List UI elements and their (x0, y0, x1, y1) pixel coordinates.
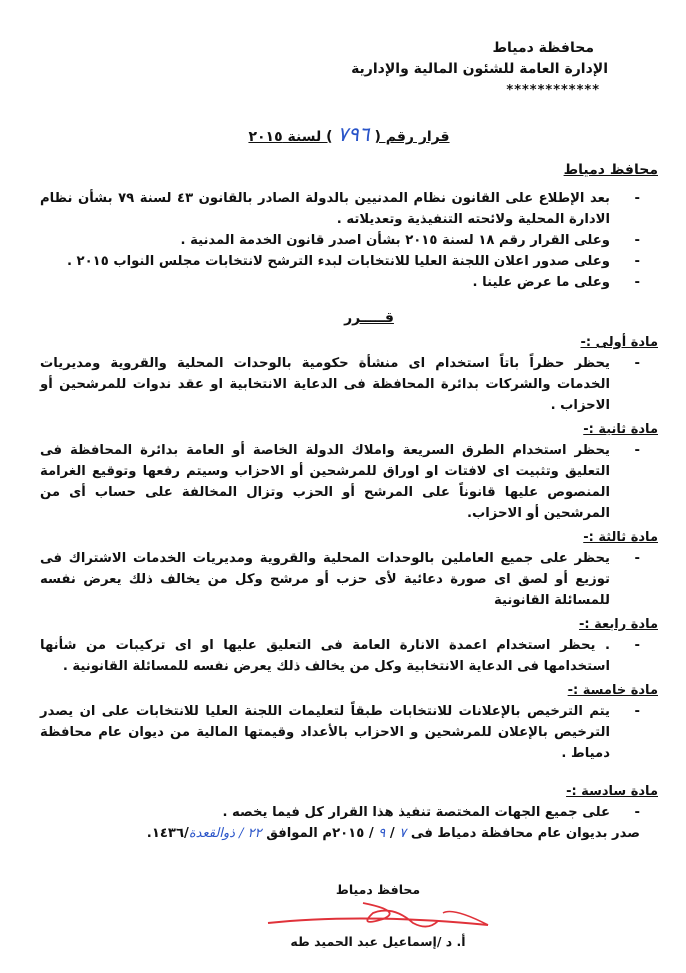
dash: - (634, 638, 640, 653)
issued-month: ٩ (378, 826, 386, 841)
header-stars: ************ (506, 83, 600, 98)
dash: - (634, 805, 640, 820)
preamble-item (40, 251, 640, 272)
article-5-heading: مادة خامسة :- (567, 683, 658, 698)
article-text: على جميع الجهات المختصة تنفيذ هذا القرار كل فيما يخصه . (222, 805, 610, 820)
issuer-heading: محافظ دمياط (563, 162, 658, 178)
decision-title (40, 121, 658, 150)
signature-title: محافظ دمياط (335, 882, 421, 897)
article-3-text (40, 548, 640, 611)
title-suffix: ) لسنة ٢٠١٥ (248, 129, 333, 145)
issued-prefix: صدر بديوان عام محافظة دمياط فى (410, 826, 640, 841)
article-4-heading: مادة رابعة :- (579, 617, 658, 632)
article-text: يحظر على جميع العاملين بالوحدات المحلية والقروية ومديريات الخدمات الاشتراك فى توزيع أو لصق اى صورة دعائية لأى حزب أو مرشح وكل من يخالف ذلك يعرض نفسه للمسائلة القانونية (40, 551, 610, 608)
dash: - (634, 254, 640, 269)
article-5-text (40, 701, 640, 764)
article-1-heading: مادة أولى :- (580, 335, 658, 350)
article-text: يحظر حظراً باتاً استخدام اى منشأة حكومية بالوحدات المحلية والقروية ومديريات الخدمات والشركات بدائرة المحافظة فى الدعاية الانتخابية او عقد ندوات للمرشحين أو الاحزاب . (40, 356, 610, 413)
department-header: الإدارة العامة للشئون المالية والإدارية (351, 61, 608, 77)
decision-number: ٧٩٦ (337, 122, 370, 146)
signature-scribble (263, 901, 493, 931)
dash: - (634, 191, 640, 206)
signature-block (248, 879, 508, 953)
article-text: يحظر استخدام الطرق السريعة واملاك الدولة الخاصة أو العامة بدائرة المحافظة فى التعليق وتثبيت اى لافتات او اوراق للمرشحين أو الاحزاب وسيتم رفعها وتوقيع الغرامة المنصوص عليها قانوناً على المرشح أو الحزب وتزال المخالفة على حساب أى من المرشحين أو الاحزاب. (40, 443, 610, 521)
preamble-text: وعلى ما عرض علينا . (472, 275, 610, 290)
letterhead (40, 38, 608, 101)
preamble-text: وعلى القرار رقم ١٨ لسنة ٢٠١٥ بشأن اصدر قانون الخدمة المدنية . (180, 233, 610, 248)
governorate-header: محافظة دمياط (492, 40, 594, 56)
preamble-item (40, 272, 640, 293)
dash: - (634, 443, 640, 458)
preamble-list (40, 188, 640, 293)
dash: - (634, 704, 640, 719)
article-text: . يحظر استخدام اعمدة الانارة العامة فى التعليق عليها او اى تركيبات من شأنها استخدامها فى الدعاية الانتخابية وكل من يخالف ذلك يعرض نفسه للمسائلة القانونية . (40, 638, 610, 674)
article-3-heading: مادة ثالثة :- (583, 530, 658, 545)
issued-day: ٧ (399, 826, 407, 841)
issued-line: صدر بديوان عام محافظة دمياط فى ٧ / ٩ / ٢٠١٥م الموافق ٢٢ / ذوالقعدة/١٤٣٦. (146, 826, 640, 841)
article-6-text (40, 802, 640, 823)
preamble-item (40, 230, 640, 251)
preamble-text: وعلى صدور اعلان اللجنة العليا للانتخابات لبدء الترشح لانتخابات مجلس النواب ٢٠١٥ . (66, 254, 610, 269)
article-6-heading: مادة سادسة :- (566, 784, 658, 799)
dash: - (634, 233, 640, 248)
issued-year: / ٢٠١٥م الموافق (266, 826, 374, 841)
issued-hijri-year: /١٤٣٦. (146, 826, 189, 841)
article-2-heading: مادة ثانية :- (583, 422, 658, 437)
dash: - (634, 275, 640, 290)
article-2-text (40, 440, 640, 524)
signatory-name: أ. د /إسماعيل عبد الحميد طه (290, 934, 466, 949)
title-prefix: قرار رقم ( (374, 129, 450, 145)
dash: - (634, 356, 640, 371)
article-1-text (40, 353, 640, 416)
dash: - (634, 551, 640, 566)
issued-hijri-handwritten: ٢٢ / ذوالقعدة (188, 826, 262, 841)
article-text: يتم الترخيص بالإعلانات للانتخابات طبقاً لتعليمات اللجنة العليا للانتخابات على ان يصدر الترخيص بالإعلان للمرشحين و الاحزاب بالأعداد وقيمتها المالية من ديوان عام محافظة دمياط . (40, 704, 610, 761)
preamble-text: بعد الإطلاع على القانون نظام المدنيين بالدولة الصادر بالقانون ٤٣ لسنة ٧٩ بشأن نظام الادارة المحلية ولائحته التنفيذية وتعديلاته . (40, 191, 611, 227)
article-4-text (40, 635, 640, 677)
decided-heading: قـــــرر (344, 310, 394, 326)
preamble-item (40, 188, 640, 230)
